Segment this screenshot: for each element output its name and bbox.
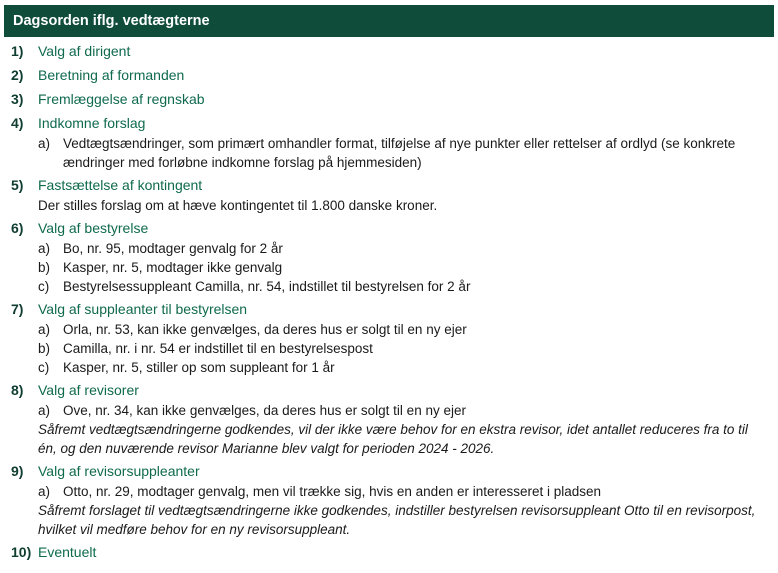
item-number: 6) — [11, 220, 24, 236]
agenda-item-9 — [0, 460, 778, 539]
item-number: 2) — [11, 67, 24, 83]
sub-item-text: Ove, nr. 34, kan ikke genvælges, da deres hus er solgt til en ny ejer — [63, 403, 466, 418]
sub-item-text: Kasper, nr. 5, modtager ikke genvalg — [63, 260, 283, 275]
sub-item-b — [38, 339, 770, 358]
sub-item-text: Bestyrelsessuppleant Camilla, nr. 54, indstillet til bestyrelsen for 2 år — [63, 279, 471, 294]
sub-item-c — [38, 277, 770, 296]
agenda-header: Dagsorden iflg. vedtægterne — [4, 5, 774, 37]
item-title: Eventuelt — [38, 544, 97, 560]
sub-item-b — [38, 258, 770, 277]
agenda-item-8 — [0, 379, 778, 458]
sub-item-letter: b) — [38, 341, 51, 356]
sub-item-text: Kasper, nr. 5, stiller op som suppleant for 1 år — [63, 360, 335, 375]
item-number: 7) — [11, 301, 24, 317]
sub-item-c — [38, 358, 770, 377]
item-title: Indkomne forslag — [38, 115, 146, 131]
sub-item-letter: a) — [38, 322, 51, 337]
item-note: Såfremt forslaget til vedtægtsændringerne ikke godkendes, indstiller bestyrelsen revisorsuppleant Otto til en revisorpost, hvilket vil medføre behov for en ny revisorsuppleant. — [38, 503, 756, 537]
item-number: 9) — [11, 463, 24, 479]
sub-item-letter: b) — [38, 260, 51, 275]
sub-item-text: Otto, nr. 29, modtager genvalg, men vil trække sig, hvis en anden er interesseret i pladsen — [63, 484, 602, 499]
sub-item-a — [38, 401, 770, 420]
agenda-item-4 — [0, 112, 778, 172]
item-title: Valg af revisorsuppleanter — [38, 463, 200, 479]
sub-item-letter: a) — [38, 484, 51, 499]
item-title: Valg af dirigent — [38, 43, 131, 59]
sub-item-letter: c) — [38, 279, 50, 294]
sub-item-text: Bo, nr. 95, modtager genvalg for 2 år — [63, 241, 283, 256]
sub-item-a — [38, 320, 770, 339]
item-number: 4) — [11, 115, 24, 131]
sub-item-text: Vedtægtsændringer, som primært omhandler format, tilføjelse af nye punkter eller rettelser af ordlyd (se konkrete ændringer med forløbne indkomne forslag på hjemmesiden) — [63, 136, 736, 170]
item-note: Der stilles forslag om at hæve kontingentet til 1.800 danske kroner. — [38, 198, 438, 213]
sub-item-letter: a) — [38, 136, 51, 151]
agenda-item-1 — [0, 40, 778, 62]
item-title: Beretning af formanden — [38, 67, 185, 83]
item-number: 10) — [11, 544, 32, 560]
agenda-item-10 — [0, 541, 778, 563]
item-number: 3) — [11, 91, 24, 107]
sub-item-text: Orla, nr. 53, kan ikke genvælges, da deres hus er solgt til en ny ejer — [63, 322, 467, 337]
item-title: Fastsættelse af kontingent — [38, 177, 203, 193]
agenda-item-3 — [0, 88, 778, 110]
agenda-item-5 — [0, 174, 778, 215]
sub-item-text: Camilla, nr. i nr. 54 er indstillet til en bestyrelsespost — [63, 341, 373, 356]
item-title: Fremlæggelse af regnskab — [38, 91, 205, 107]
item-title: Valg af suppleanter til bestyrelsen — [38, 301, 248, 317]
sub-item-a — [38, 134, 770, 172]
agenda-item-7 — [0, 298, 778, 377]
agenda-list — [0, 40, 778, 565]
item-number: 1) — [11, 43, 24, 59]
sub-item-a — [38, 239, 770, 258]
sub-item-a — [38, 482, 770, 501]
sub-item-letter: c) — [38, 360, 50, 375]
sub-item-letter: a) — [38, 241, 51, 256]
agenda-item-6 — [0, 217, 778, 296]
agenda-item-2 — [0, 64, 778, 86]
item-note: Såfremt vedtægtsændringerne godkendes, vil der ikke være behov for en ekstra revisor, idet antallet reduceres fra to til én, og den nuværende revisor Marianne blev valgt for perioden 2024 - 2026. — [38, 422, 748, 456]
sub-item-letter: a) — [38, 403, 51, 418]
item-number: 5) — [11, 177, 24, 193]
item-number: 8) — [11, 382, 24, 398]
item-title: Valg af bestyrelse — [38, 220, 149, 236]
item-title: Valg af revisorer — [38, 382, 139, 398]
